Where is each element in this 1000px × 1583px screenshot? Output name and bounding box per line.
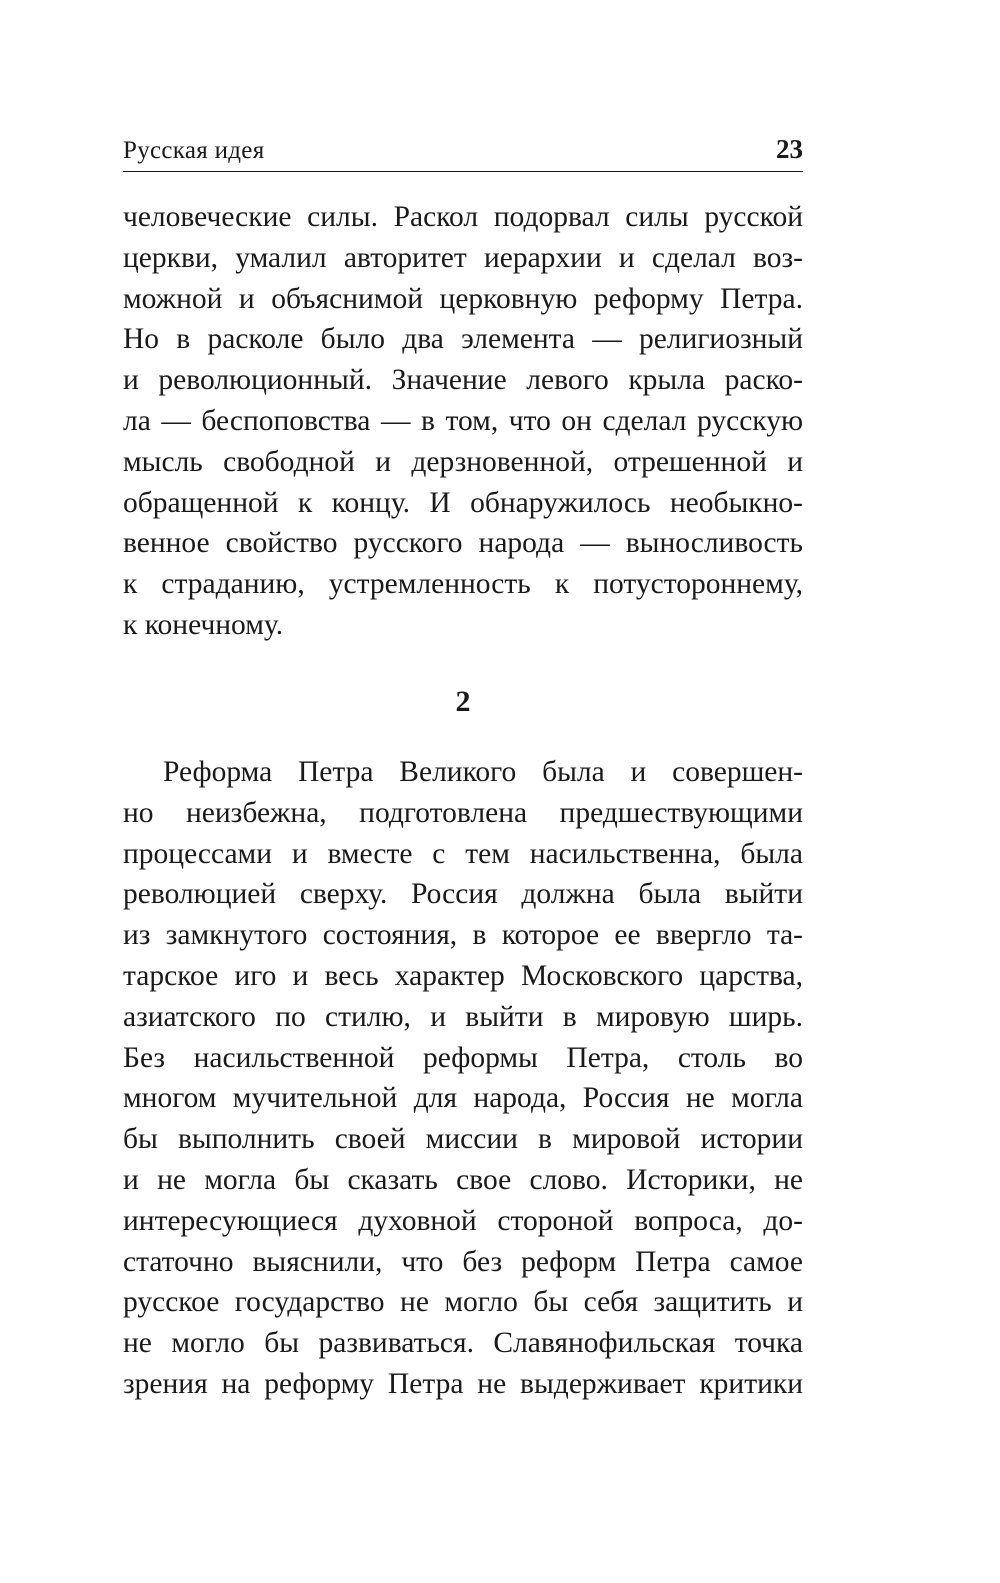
text-line: интересующиеся духовной стороной вопроса, до-	[123, 1204, 803, 1237]
text-line: процессами и вместе с тем насильственна, была	[123, 837, 803, 870]
text-line: из замкнутого состояния, в которое ее ввергло та-	[123, 919, 803, 952]
text-line: но неизбежна, подготовлена предшествующими	[123, 796, 803, 829]
text-line: можной и объяснимой церковную реформу Петра.	[123, 282, 803, 315]
text-line: тарское иго и весь характер Московского царства,	[123, 959, 803, 992]
text-line: Но в расколе было два элемента — религиозный	[123, 323, 803, 356]
text-line: революцией сверху. Россия должна была выйти	[123, 878, 803, 911]
text-line: и революционный. Значение левого крыла раско-	[123, 364, 803, 397]
text-line: Реформа Петра Великого была и совершен-	[163, 756, 803, 788]
text-line: ла — беспоповства — в том, что он сделал русскую	[123, 404, 803, 437]
text-line: азиатского по стилю, и выйти в мировую ширь.	[123, 1000, 803, 1033]
text-line: церкви, умалил авторитет иерархии и сделал воз-	[123, 241, 803, 274]
paragraph-section-2	[123, 752, 803, 1405]
text-line: к страданию, устремленность к потустороннему,	[123, 568, 803, 601]
text-line: к конечному.	[123, 608, 284, 641]
text-line: мысль свободной и дерзновенной, отрешенной и	[123, 445, 803, 478]
paragraph-continued	[123, 197, 803, 646]
text-line: не могло бы развиваться. Славянофильская точка	[123, 1327, 803, 1360]
running-title: Русская идея	[123, 137, 265, 164]
text-line: венное свойство русского народа — выносливость	[123, 527, 803, 560]
section-number: 2	[455, 685, 471, 718]
text-line: Без насильственной реформы Петра, столь во	[123, 1041, 803, 1074]
text-line: статочно выяснили, что без реформ Петра самое	[123, 1245, 803, 1278]
text-line: многом мучительной для народа, Россия не могла	[123, 1082, 803, 1115]
page-number: 23	[776, 134, 803, 164]
text-line: и не могла бы сказать свое слово. Историки, не	[123, 1163, 803, 1196]
text-line: обращенной к концу. И обнаружилось необыкно-	[123, 486, 803, 519]
text-line: бы выполнить своей миссии в мировой истории	[123, 1123, 803, 1156]
text-line: человеческие силы. Раскол подорвал силы русской	[123, 201, 803, 233]
text-line: зрения на реформу Петра не выдерживает критики	[123, 1367, 803, 1400]
running-head	[123, 132, 803, 172]
text-line: русское государство не могло бы себя защитить и	[123, 1286, 803, 1319]
